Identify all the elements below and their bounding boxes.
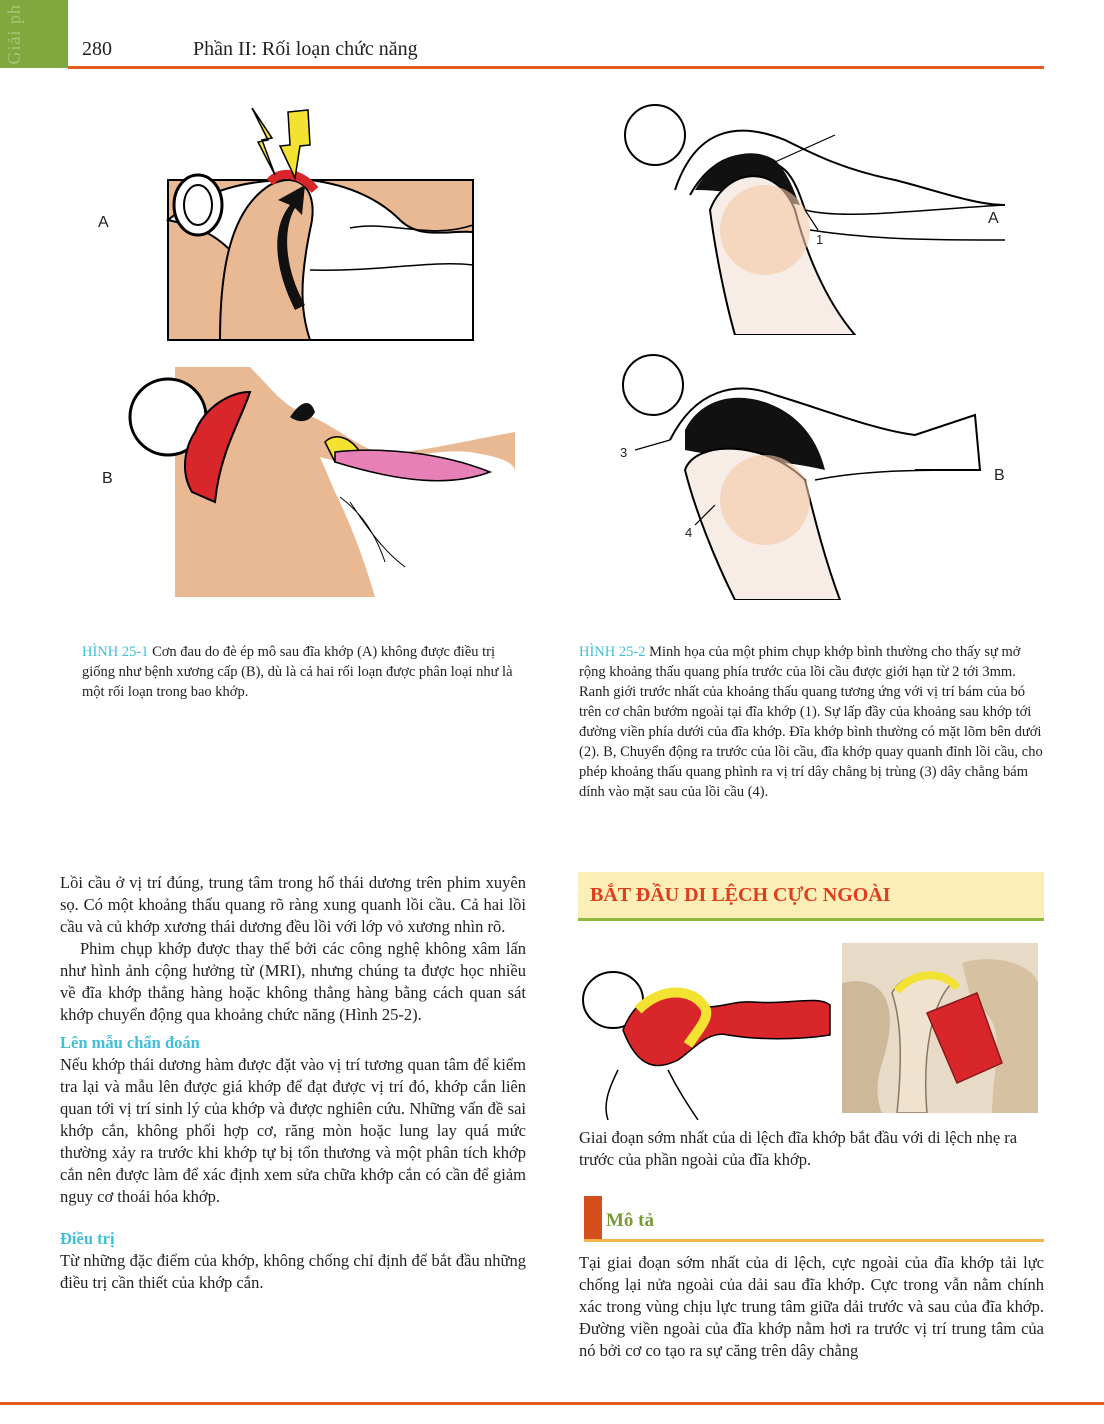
figure-25-1a-illustration <box>150 100 490 350</box>
subhead-treatment: Điều trị <box>60 1229 115 1248</box>
figure-25-2a-label: A <box>988 210 999 227</box>
subhead-diagnostic-model: Lên mẫu chẩn đoán <box>60 1033 200 1052</box>
figure-25-2b-marker-4: 4 <box>685 525 693 540</box>
figure-25-2a-illustration <box>615 100 1005 335</box>
left-column <box>60 872 526 1294</box>
skull-joint-photo <box>842 943 1038 1113</box>
side-tab-text: Giải ph <box>4 4 24 65</box>
running-title: Phần II: Rối loạn chức năng <box>193 38 418 60</box>
figure-25-2-caption-id: HÌNH 25-2 <box>579 644 646 660</box>
figure-25-2-caption <box>579 642 1044 802</box>
description-heading: Mô tả <box>606 1210 655 1231</box>
footer-rule <box>0 1402 1104 1405</box>
figure-25-1b-label: B <box>102 470 113 487</box>
figure-25-1a-label: A <box>98 214 109 231</box>
figure-25-1-caption <box>82 642 520 702</box>
figure-25-1b-illustration <box>120 362 520 602</box>
body-paragraph-3: Nếu khớp thái dương hàm được đặt vào vị trí tương quan tâm để kiểm tra lại và mẫu lên được giá khớp để đạt được vị trí đó, khớp cắn liên quan tới vị trí sinh lý của khớp và được nghiên cứu. Những vấn đề sai khớp cắn, không phối hợp cơ, răng mòn hoặc lung lay quá mức thường xảy ra trước khi khớp tự bị tổn thương và một phân tích khớp cắn nên được làm để xác định xem sửa chữa khớp cắn có cần để giảm nguy cơ thoái hóa khớp. <box>60 1055 526 1206</box>
figure-25-1-caption-text: Cơn đau do đè ép mô sau đĩa khớp (A) không được điều trị giống như bệnh xương cấp (B), dù là cả hai rối loạn được phân loại như là một rối loạn trong bao khớp. <box>82 644 513 700</box>
image-caption: Giai đoạn sớm nhất của di lệch đĩa khớp bắt đầu với di lệch nhẹ ra trước của phần ngoài của đĩa khớp. <box>579 1128 1018 1169</box>
description-heading-rule <box>584 1239 1044 1242</box>
section-heading: BẮT ĐẦU DI LỆCH CỰC NGOÀI <box>590 884 891 906</box>
body-paragraph-2: Phim chụp khớp được thay thế bởi các công nghệ không xâm lấn như hình ảnh cộng hưởng từ (MRI), nhưng chúng ta được học nhiều về đĩa khớp thẳng hàng hoặc không thẳng hàng bằng cách quan sát khớp chuyển động qua khoảng chức năng (Hình 25-2). <box>60 939 526 1024</box>
page-number: 280 <box>82 38 112 60</box>
header-rule <box>68 66 1044 69</box>
figure-25-2a-marker-1: 1 <box>816 232 824 247</box>
description-paragraph: Tại giai đoạn sớm nhất của di lệch, cực ngoài của đĩa khớp tải lực chống lại nửa ngoài của dải sau đĩa khớp. Cực trong vẫn nằm chính xác trong vùng chịu lực trung tâm giữa dải trước và sau của đĩa khớp. Đường viền ngoài của đĩa khớp nằm hơi ra trước vị trí trung tâm của nó bởi cơ co tạo ra sự căng trên dây chằng <box>579 1253 1044 1360</box>
figure-25-2b-label: B <box>994 467 1005 484</box>
lateral-pole-diagram <box>578 960 833 1120</box>
side-tab <box>0 0 68 68</box>
figure-25-2b-marker-3: 3 <box>620 445 628 460</box>
figure-25-2-caption-text: Minh họa của một phim chụp khớp bình thường cho thấy sự mở rộng khoảng thấu quang phía trước của lồi cầu được giới hạn từ 2 tới 3mm. Ranh giới trước nhất của khoảng thấu quang tương ứng với vị trí bám của bó trên cơ chân bướm ngoài tại đĩa khớp (1). Sự lấp đầy của khoảng sau khớp tới đường viền phía dưới của đĩa khớp. Đĩa khớp bình thường có mặt lõm bên dưới (2). B, Chuyển động ra trước của lồi cầu, đĩa khớp quay quanh đỉnh lồi cầu, cho phép khoảng thấu quang phình ra vị trí dây chằng bị trùng (3) dây chằng bám dính vào mặt sau của lồi cầu (4). <box>579 644 1043 800</box>
description-heading-bar <box>584 1196 602 1240</box>
figure-25-2b-illustration <box>615 350 1005 600</box>
body-paragraph-1: Lồi cầu ở vị trí đúng, trung tâm trong hố thái dương trên phim xuyên sọ. Có một khoảng thấu quang rõ ràng xung quanh lồi cầu. Cả hai lồi cầu và củ khớp xương thái dương đều lồi với lớp vỏ xương nhìn rõ. <box>60 873 526 936</box>
body-paragraph-4: Từ những đặc điểm của khớp, không chống chỉ định để bắt đầu những điều trị cần thiết của khớp cắn. <box>60 1251 526 1292</box>
figure-25-1-caption-id: HÌNH 25-1 <box>82 644 149 660</box>
